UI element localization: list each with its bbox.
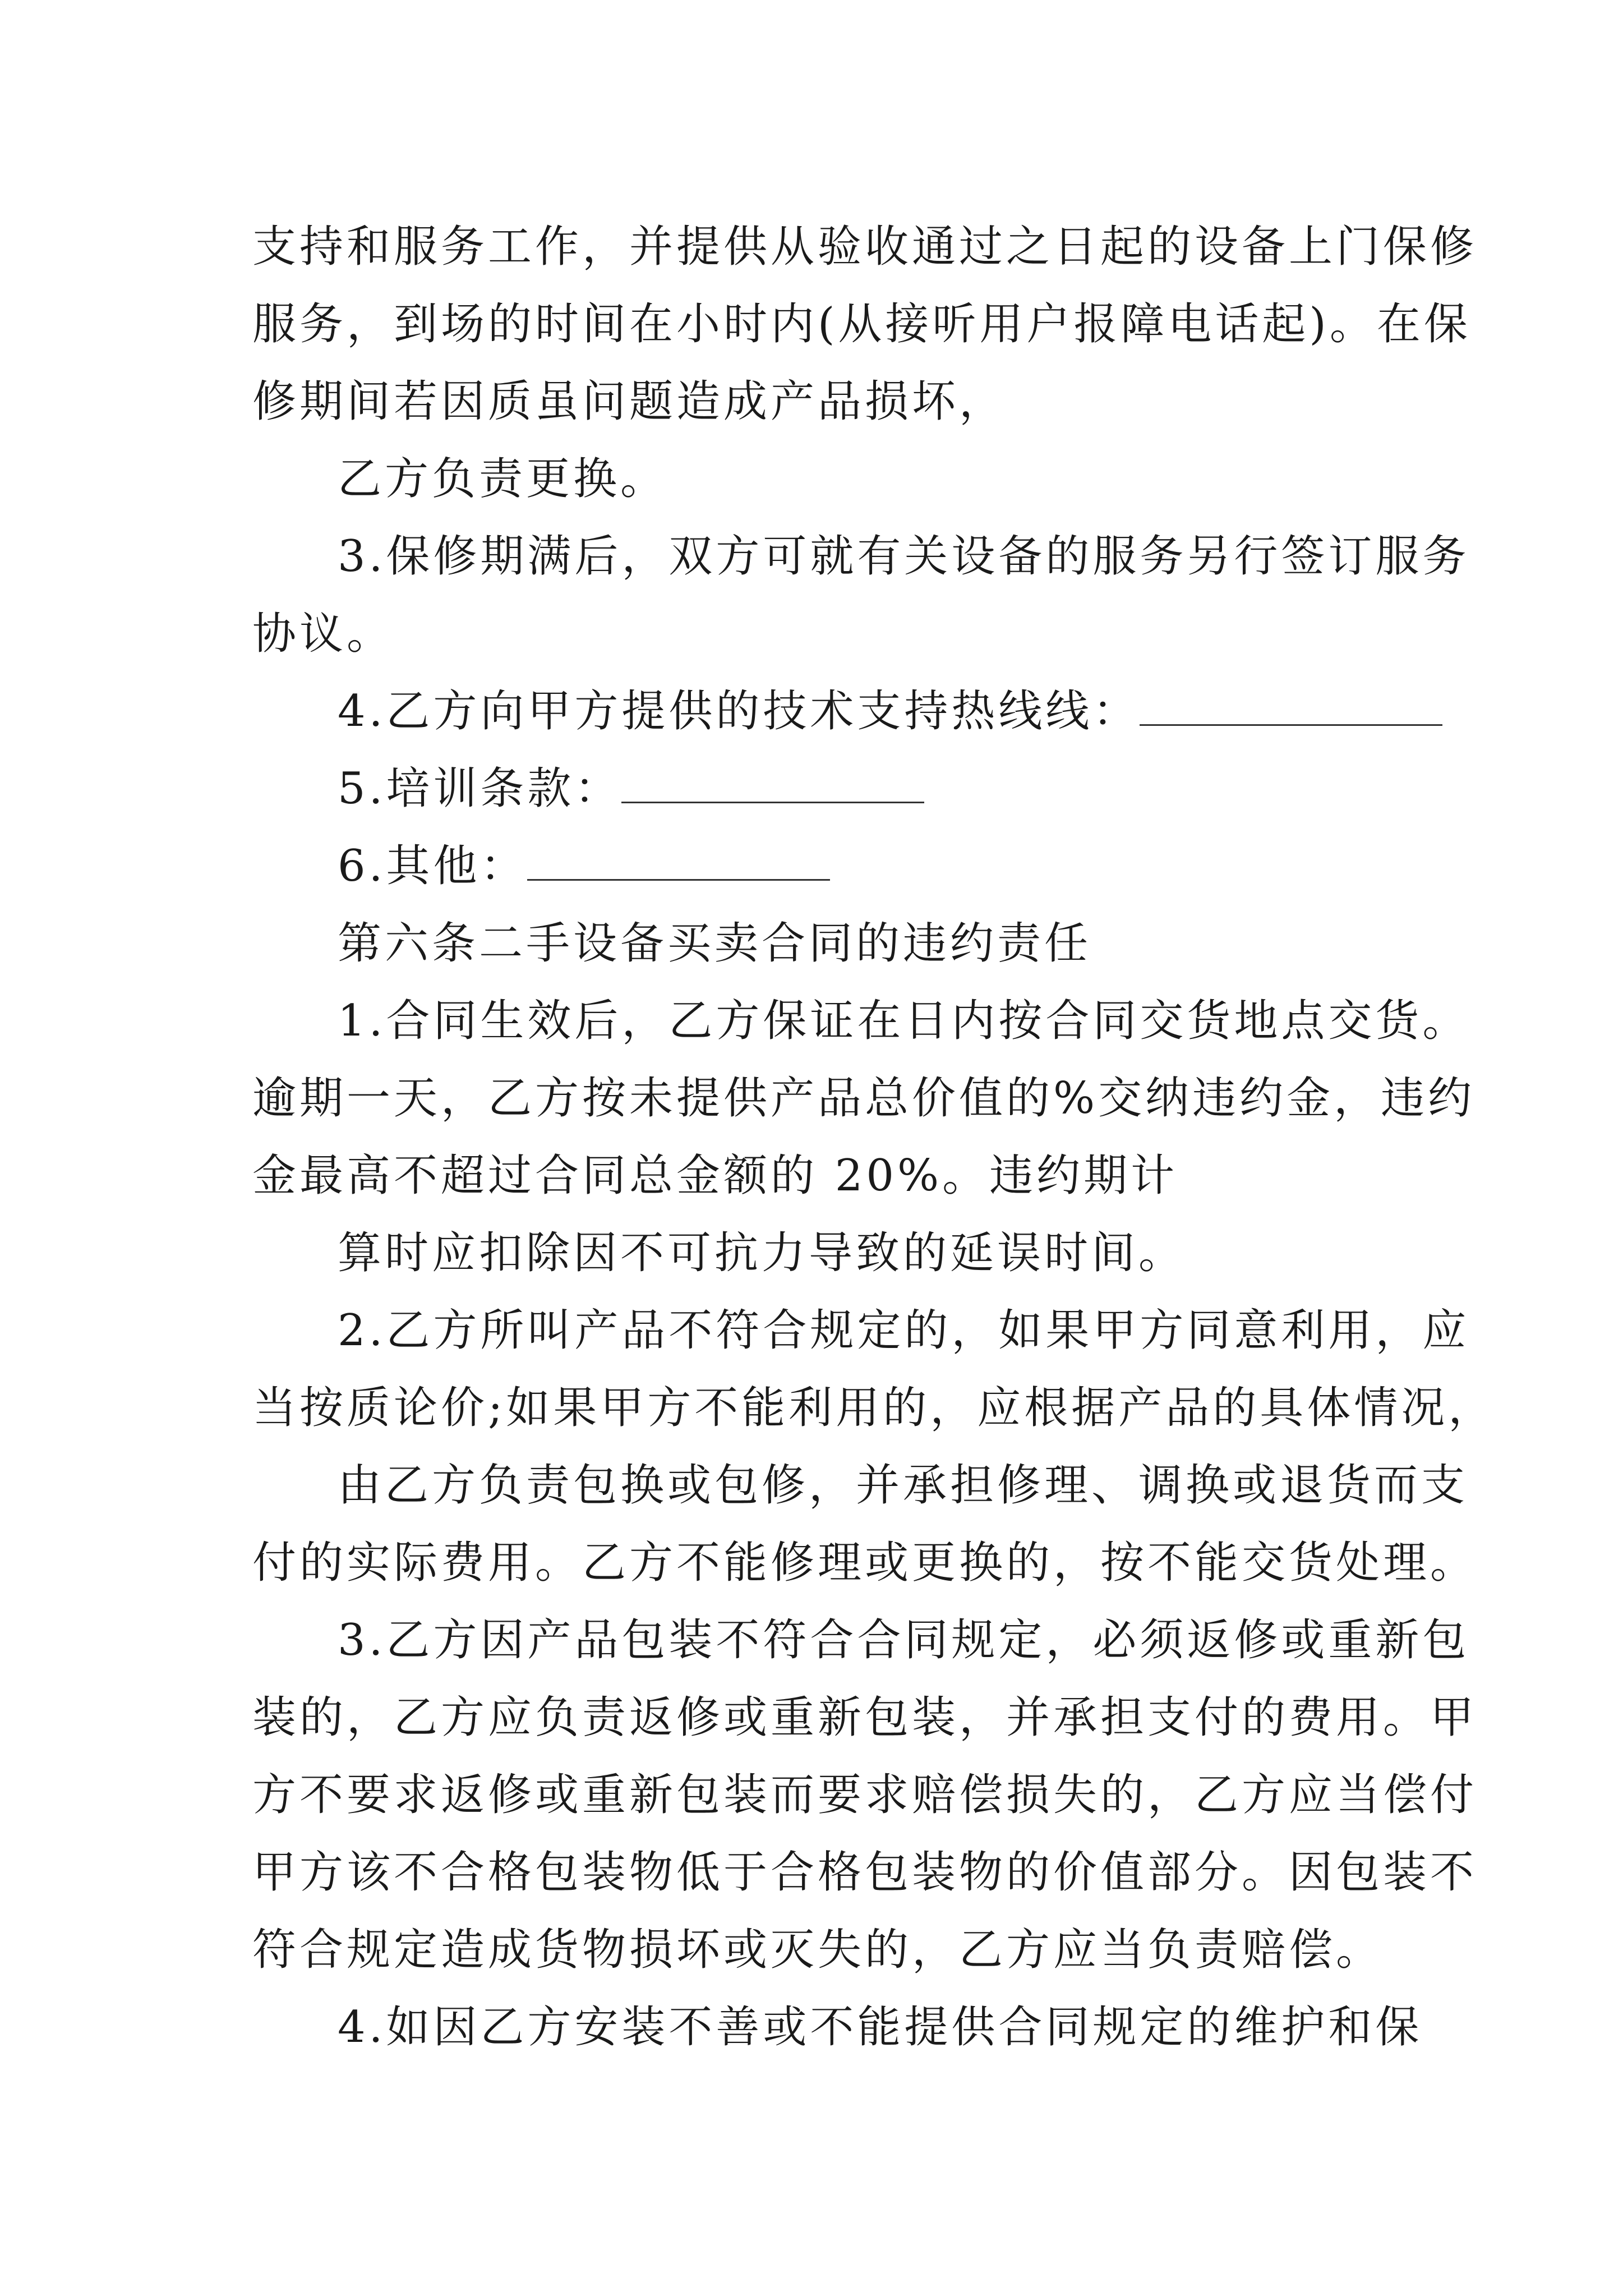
text-line: 2.乙方所叫产品不符合规定的，如果甲方同意利用，应	[338, 1305, 1470, 1356]
text-line: 金最高不超过合同总金额的 20%。违约期计	[252, 1151, 1178, 1201]
text-line: 1.合同生效后，乙方保证在日内按合同交货地点交货。	[338, 996, 1470, 1046]
text-line: 4.如因乙方安装不善或不能提供合同规定的维护和保	[338, 2002, 1423, 2053]
text-line: 方不要求返修或重新包装而要求赔偿损失的，乙方应当偿付	[252, 1770, 1478, 1820]
text-line: 算时应扣除因不可抗力导致的延误时间。	[338, 1228, 1186, 1278]
other-label: 6.其他：	[338, 841, 528, 891]
section-heading: 第六条二手设备买卖合同的违约责任	[338, 918, 1092, 969]
text-line: 修期间若因质虽问题造成产品损坏，	[252, 376, 1007, 427]
training-line	[338, 749, 1391, 828]
other-line	[338, 827, 1391, 905]
text-line: 3.乙方因产品包装不符合合同规定，必须返修或重新包	[338, 1615, 1470, 1665]
training-blank[interactable]	[621, 768, 924, 803]
text-line: 装的，乙方应负责返修或重新包装，并承担支付的费用。甲	[252, 1692, 1478, 1743]
text-line: 协议。	[252, 609, 394, 659]
other-blank[interactable]	[527, 845, 830, 881]
text-line: 逾期一天，乙方按未提供产品总价值的%交纳违约金，违约	[252, 1073, 1476, 1124]
text-line: 当按质论价;如果甲方不能利用的，应根据产品的具体情况，	[252, 1383, 1496, 1433]
text-line: 由乙方负责包换或包修，并承担修理、调换或退货而支	[338, 1460, 1469, 1511]
text-line: 付的实际费用。乙方不能修理或更换的，按不能交货处理。	[252, 1538, 1478, 1588]
training-label: 5.培训条款：	[338, 763, 622, 814]
text-line: 服务，到场的时间在小时内(从接听用户报障电话起)。在保	[252, 299, 1471, 349]
hotline-label: 4.乙方向甲方提供的技术支持热线线：	[338, 686, 1140, 737]
text-line: 3.保修期满后，双方可就有关设备的服务另行签订服务	[338, 531, 1470, 582]
hotline-blank[interactable]	[1140, 691, 1442, 726]
text-line: 甲方该不合格包装物低于合格包装物的价值部分。因包装不	[252, 1847, 1478, 1898]
text-line: 符合规定造成货物损坏或灭失的，乙方应当负责赔偿。	[252, 1925, 1384, 1975]
hotline-line	[338, 672, 1391, 751]
text-line: 乙方负责更换。	[338, 454, 668, 504]
text-line: 支持和服务工作，并提供从验收通过之日起的设备上门保修	[252, 222, 1478, 272]
